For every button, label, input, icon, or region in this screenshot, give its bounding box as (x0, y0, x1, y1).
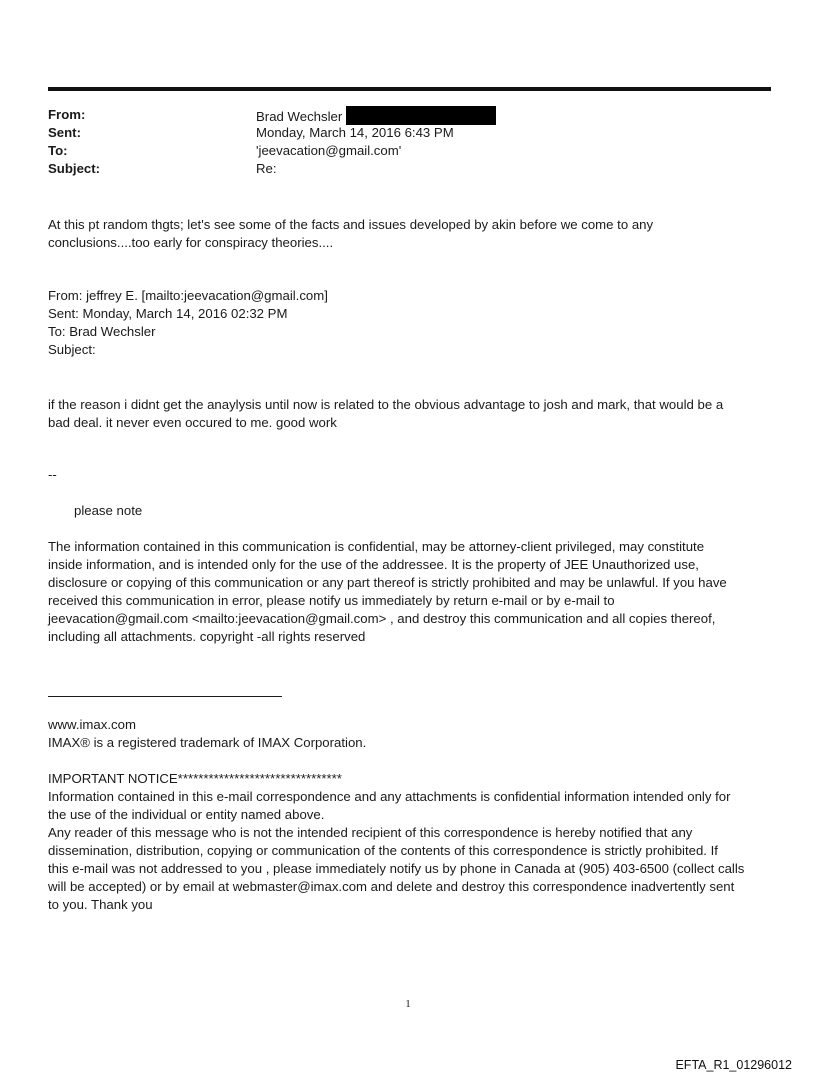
notice-line: disclosure or copying of this communication or any part thereof is strictly prohibited and may be unlawful. If you have (48, 575, 727, 590)
notice-line: jeevacation@gmail.com <mailto:jeevacation@gmail.com> , and destroy this communication and all copies thereof, (48, 611, 716, 626)
signature-divider (48, 696, 282, 697)
header-divider (48, 87, 771, 91)
notice-line: Any reader of this message who is not the intended recipient of this correspondence is hereby notified that any (48, 825, 693, 840)
subject-row (48, 160, 771, 178)
body-line: if the reason i didnt get the anaylysis until now is related to the obvious advantage to josh and mark, that would be a (48, 397, 724, 412)
body-line: conclusions....too early for conspiracy theories.... (48, 235, 334, 250)
to-label: To: (48, 143, 68, 158)
document-id: EFTA_R1_01296012 (675, 1058, 792, 1072)
sent-value: Monday, March 14, 2016 6:43 PM (256, 125, 454, 140)
notice-line: inside information, and is intended only for the use of the addressee. It is the property of JEE Unauthorized use, (48, 557, 699, 572)
to-row (48, 142, 771, 160)
notice-line: this e-mail was not addressed to you , please immediately notify us by phone in Canada at (905) 403-6500 (collect calls (48, 861, 745, 876)
sent-row (48, 124, 771, 142)
notice-line: dissemination, distribution, copying or communication of the contents of this correspondence is strictly prohibited. If (48, 843, 718, 858)
notice-line: Information contained in this e-mail correspondence and any attachments is confidential information intended only for (48, 789, 731, 804)
body-line: At this pt random thgts; let's see some of the facts and issues developed by akin before we come to any (48, 217, 654, 232)
notice-line: the use of the individual or entity named above. (48, 807, 325, 822)
sent-label: Sent: (48, 125, 81, 140)
notice-line: including all attachments. copyright -all rights reserved (48, 629, 366, 644)
reply-body (48, 216, 768, 252)
quoted-header (48, 287, 768, 359)
email-header (48, 106, 771, 178)
quoted-body (48, 396, 768, 432)
signature-separator: -- (48, 467, 57, 482)
please-note: please note (74, 503, 143, 518)
notice-title: IMPORTANT NOTICE******************************** (48, 771, 342, 786)
to-value: 'jeevacation@gmail.com' (256, 143, 402, 158)
imax-website: www.imax.com (48, 717, 136, 732)
from-row (48, 106, 771, 124)
subject-label: Subject: (48, 161, 101, 176)
quoted-to-line: To: Brad Wechsler (48, 324, 156, 339)
notice-line: will be accepted) or by email at webmaster@imax.com and delete and destroy this correspondence inadvertently sent (48, 879, 735, 894)
imax-footer (48, 716, 768, 752)
important-notice (48, 770, 768, 914)
redaction-block (346, 106, 496, 125)
quoted-from-line: From: jeffrey E. [mailto:jeevacation@gmail.com] (48, 288, 328, 303)
notice-line: The information contained in this communication is confidential, may be attorney-client privileged, may constitute (48, 539, 705, 554)
notice-line: to you. Thank you (48, 897, 153, 912)
from-value: Brad Wechsler (256, 109, 343, 124)
body-line: bad deal. it never even occured to me. good work (48, 415, 337, 430)
notice-line: received this communication in error, please notify us immediately by return e-mail or by e-mail to (48, 593, 615, 608)
quoted-subject-line: Subject: (48, 342, 96, 357)
subject-value: Re: (256, 161, 277, 176)
confidentiality-notice (48, 538, 768, 646)
from-label: From: (48, 107, 86, 122)
quoted-sent-line: Sent: Monday, March 14, 2016 02:32 PM (48, 306, 288, 321)
imax-trademark: IMAX® is a registered trademark of IMAX Corporation. (48, 735, 367, 750)
page-number: 1 (405, 998, 411, 1010)
